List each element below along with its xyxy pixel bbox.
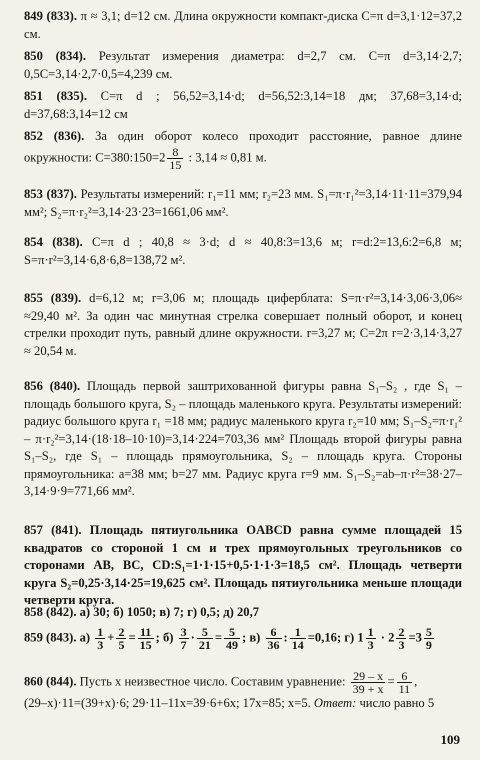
solution-849 <box>24 8 462 43</box>
fraction: $\frac{1}{14}$ <box>291 625 304 652</box>
solution-text: π ≈ 3,1; d=12 см. Длина окружности компакт-диска C=π d=3,1·12=37,2 см. <box>24 9 462 41</box>
problem-number: 854 (838). <box>24 235 83 249</box>
solution-856 <box>24 378 462 501</box>
solution-text: За один оборот колесо проходит расстояние, равное длине окружности: C=380:150=2 <box>24 129 462 164</box>
solution-850 <box>24 48 462 83</box>
fraction: $\frac{1}{3}$ <box>97 625 104 652</box>
problem-number: 855 (839). <box>24 291 82 305</box>
fraction: $\frac{5}{49}$ <box>226 625 239 652</box>
problem-number: 853 (837). <box>24 187 77 201</box>
solution-text: (29–x)·11=(39+x)·6; 29·11–11x=39·6+6x; 17x=85; x=5. <box>24 696 314 710</box>
problem-number: 859 (843). <box>24 630 77 645</box>
problem-number: 850 (834). <box>24 49 87 63</box>
fraction: $\frac{1}{3}$ <box>367 625 374 652</box>
page-number: 109 <box>440 732 460 747</box>
fraction: $\frac{5}{21}$ <box>198 625 211 652</box>
solution-852 <box>24 128 462 171</box>
fraction: $\frac{11}{15}$ <box>139 625 152 652</box>
answer-label: Ответ: <box>313 696 357 710</box>
solution-851 <box>24 88 462 123</box>
fraction: $\frac{29 - x}{39 + x}$ <box>352 669 384 696</box>
solution-text: Площадь первой заштрихованной фигуры равна S₁–S₂ , где S₁ – площадь большого круга, S₂ – площадь маленького круга. Результаты измерений: радиус большого круга r₁ =18 мм; радиус маленького круга r₂=10 мм; S₁–S₂=π·r₁² – π·r₂²=3,14·(18·18–10·10)=3,14·224=703,36 мм² Площадь второй фигуры равна S₁–S₂, где S₁ – площадь прямоугольника, S₂ – площадь круга. Стороны прямоугольника: a=38 мм; b=27 мм. Радиус круга r=9 мм. S₁–S₂=ab–π·r²=38·27–3,14·9·9=771,66 мм². <box>24 379 462 498</box>
solution-858 <box>24 604 462 622</box>
solution-text: Результат измерения диаметра: d=2,7 см. C=π d=3,14·2,7; 0,5C=3,14·2,7·0,5=4,239 см. <box>24 49 462 81</box>
solution-857 <box>24 522 462 610</box>
problem-number: 849 (833). <box>24 9 77 23</box>
solution-text: d=6,12 м; r=3,06 м; площадь циферблата: S=π·r²=3,14·3,06·3,06≈ ≈29,40 м². За один час минутная стрелка совершает полный оборот, и конец стрелки проходит путь, равный длине окружности. r=3,27 м; C=2π r=2·3,14·3,27 ≈ 20,54 м. <box>24 291 463 358</box>
solution-text: Пусть x неизвестное число. Составим уравнение: <box>79 674 349 689</box>
solution-text: C=π d ; 40,8 ≈ 3·d; d ≈ 40,8:3=13,6 м; r=d:2=13,6:2=6,8 м; S=π·r²=3,14·6,8·6,8=138,72 м². <box>24 235 463 267</box>
solution-text: C=π d ; 56,52=3,14·d; d=56,52:3,14=18 дм; 37,68=3,14·d; d=37,68:3,14=12 см <box>24 89 463 121</box>
solution-855 <box>24 290 462 360</box>
problem-number: 851 (835). <box>24 89 87 103</box>
fraction: $\frac{3}{7}$ <box>180 625 187 652</box>
solution-text: а) 30; б) 1050; в) 7; г) 0,5; д) 20,7 <box>79 605 260 619</box>
fraction: $\frac{2}{3}$ <box>398 625 405 652</box>
solution-860: 860 (844). Пусть x неизвестное число. Составим уравнение: $\frac{29 - x}{39 + x}$ = $\frac{6}{11}$ , (29–x)·11=(39+x)·6; 29·11–11x=39·6+6x; 17x=85; x=5. Ответ: число равно 5 <box>24 669 435 710</box>
solution-text: : 3,14 ≈ 0,81 м. <box>185 149 267 164</box>
problem-number: 858 (842). <box>24 605 77 619</box>
solution-text: Результаты измерений: r₁=11 мм; r₂=23 мм. S₁=π·r₁²=3,14·11·11=379,94 мм²; S₂=π·r₂²=3,14·23·23=1661,06 мм². <box>24 187 462 219</box>
solution-853 <box>24 186 462 221</box>
solution-text: Площадь пятиугольника OABCD равна сумме площадей 15 квадратов со стороной 1 см и трех прямоугольных треугольников со сторонами AB, BC, CD:S₁=1·1·15+0,5·1·1·3=18,5 см². Площадь четверти круга S₂=0,25·3,14·25=19,625 см². Площадь пятиугольника меньше площади четверти круга. <box>24 523 462 607</box>
solution-859: 859 (843). а) $\frac{1}{3}$ + $\frac{2}{5}$ = $\frac{11}{15}$ ; б) $\frac{3}{7}$ · $\frac{5}{21}$ = $\frac{5}{49}$ ; в) $\frac{6}{36}$ : $\frac{1}{14}$ =0,16; г) 1 $\frac{1}{3}$ · 2 $\frac{2}{3}$ =3 $\frac{5}{9}$ <box>24 625 432 652</box>
problem-number: 856 (840). <box>24 379 81 393</box>
problem-number: 857 (841). <box>24 523 82 537</box>
problem-number: 860 (844). <box>24 674 77 689</box>
solution-854 <box>24 234 462 269</box>
answer-text: число равно 5 <box>356 696 435 710</box>
fraction: $\frac{6}{11}$ <box>398 669 411 696</box>
fraction: $\frac{8}{15}$ <box>169 144 182 172</box>
fraction: $\frac{5}{9}$ <box>425 625 432 652</box>
fraction: $\frac{6}{36}$ <box>267 625 280 652</box>
fraction: $\frac{2}{5}$ <box>118 625 125 652</box>
problem-number: 852 (836). <box>24 129 85 143</box>
